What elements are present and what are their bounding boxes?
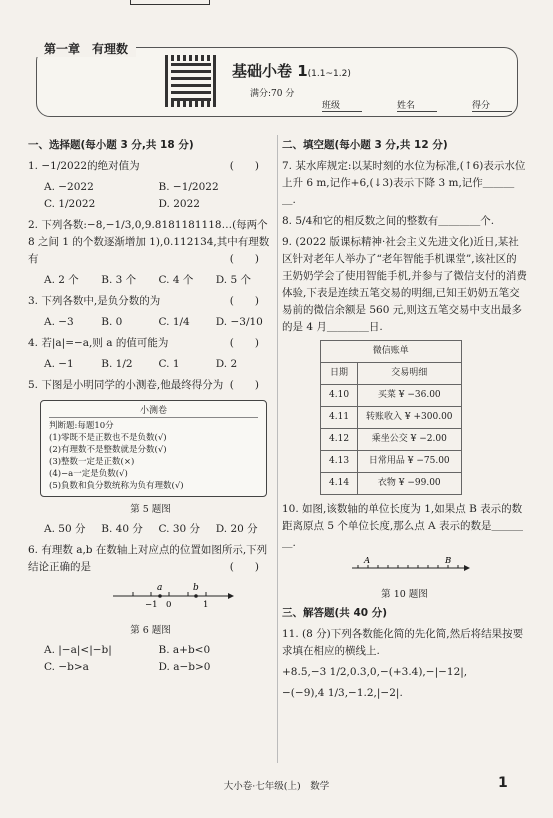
option[interactable]: B. 0 [101, 316, 123, 328]
quiz-line: (2)有理数不是整数就是分数(√) [49, 445, 167, 455]
header-cell: 交易明细 [358, 363, 461, 385]
top-tab [130, 0, 210, 5]
class-field[interactable]: 班级 [322, 98, 362, 112]
option[interactable]: B. −1/2022 [158, 181, 219, 193]
table-row [321, 385, 462, 407]
options-q5 [44, 521, 273, 538]
page-title [232, 60, 351, 81]
axis-label: A [364, 556, 371, 566]
answer-paren[interactable]: ( ) [229, 337, 259, 349]
option[interactable]: C. −b>a [44, 661, 89, 673]
detail-cell: 衣物 ¥ −99.00 [358, 473, 461, 495]
options-q4 [44, 356, 273, 373]
quiz-line: 判断题:每题10分 [49, 421, 114, 431]
point-b [194, 594, 198, 598]
title-text: 基础小卷 1 [232, 62, 308, 80]
table-row [321, 407, 462, 429]
name-field[interactable]: 姓名 [397, 98, 437, 112]
option[interactable]: A. −1 [44, 358, 74, 370]
option[interactable]: C. 1 [158, 358, 180, 370]
date-cell: 4.11 [321, 407, 358, 429]
question-3 [28, 293, 273, 310]
question-stem: 4. 若|a|=−a,则 a 的值可能为 [28, 337, 169, 349]
question-stem: 2. 下列各数:−8,−1/3,0,9.8181181118…(每两个 8 之间 1 的个数逐渐增加 1),0.112134,其中有理数有 [28, 219, 270, 265]
qr-code-icon [165, 55, 217, 107]
quiz-line: (1)零既不是正数也不是负数(√) [49, 433, 167, 443]
question-5 [28, 377, 273, 394]
option[interactable]: B. 1/2 [101, 358, 133, 370]
quiz-line: (5)負数和負分数统称为负有理数(√) [49, 481, 184, 491]
option[interactable]: A. 50 分 [44, 523, 86, 535]
number-list: +8.5,−3 1/2,0.3,0,−(+3.4),−|−12|, [282, 666, 468, 678]
option[interactable]: C. 1/2022 [44, 198, 96, 210]
question-7: 7. 某水库规定:以某时刻的水位为标准,(↑6)表示水位上升 6 m,记作+6,(↓3)表示下降 3 m,记作＿＿＿＿. [282, 160, 526, 206]
number-list: −(−9),4 1/3,−1.2,|−2|. [282, 687, 403, 699]
quiz-line: (3)整数一定是正数(×) [49, 457, 135, 467]
option[interactable]: A. −3 [44, 316, 74, 328]
detail-cell: 买菜 ¥ −36.00 [358, 385, 461, 407]
section-choice: 一、选择题(每小题 3 分,共 18 分) [28, 139, 194, 151]
axis-label: 0 [166, 600, 172, 610]
option[interactable]: A. |−a|<|−b| [44, 644, 112, 656]
axis-label: B [445, 556, 452, 566]
table-header [321, 363, 462, 385]
option[interactable]: B. 3 个 [101, 274, 137, 286]
options-q1 [44, 179, 273, 213]
question-stem: 1. −1/2022的绝对值为 [28, 160, 140, 172]
total-score: 满分:70 分 [250, 89, 295, 99]
quiz-sheet-figure [40, 400, 267, 497]
axis-label: b [193, 583, 199, 593]
question-11: 11. (8 分)下列各数能化简的先化简,然后将结果按要求填在相应的横线上. [282, 628, 524, 657]
section-solve: 三、解答题(共 40 分) [282, 607, 388, 619]
page-number: 1 [498, 775, 508, 791]
table-row [321, 429, 462, 451]
answer-paren[interactable]: ( ) [229, 561, 259, 573]
point-a [158, 594, 162, 598]
chapter-label: 第一章 有理数 [36, 40, 136, 57]
option[interactable]: D. 20 分 [215, 523, 258, 535]
quiz-line: (4)−a一定是负数(√) [49, 469, 128, 479]
date-cell: 4.10 [321, 385, 358, 407]
figure-caption: 第 5 题图 [130, 504, 171, 515]
question-stem: 3. 下列各数中,是负分数的为 [28, 295, 161, 307]
table-row [321, 451, 462, 473]
option[interactable]: D. −3/10 [215, 316, 263, 328]
axis-label: −1 [145, 600, 158, 610]
option[interactable]: A. 2 个 [44, 274, 79, 286]
option[interactable]: D. 2022 [158, 198, 200, 210]
detail-cell: 日常用品 ¥ −75.00 [358, 451, 461, 473]
arrow-icon [464, 565, 470, 571]
options-q6 [44, 642, 273, 676]
option[interactable]: C. 30 分 [158, 523, 201, 535]
table-row [321, 473, 462, 495]
detail-cell: 转账收入 ¥ +300.00 [358, 407, 461, 429]
right-column [282, 137, 527, 706]
question-1 [28, 158, 273, 175]
date-cell: 4.12 [321, 429, 358, 451]
answer-paren[interactable]: ( ) [229, 160, 259, 172]
question-6 [28, 542, 273, 576]
question-stem: 5. 下图是小明同学的小测卷,他最终得分为 [28, 379, 224, 391]
answer-paren[interactable]: ( ) [229, 253, 259, 265]
answer-paren[interactable]: ( ) [229, 295, 259, 307]
header-cell: 日期 [321, 363, 358, 385]
question-stem: 6. 有理数 a,b 在数轴上对应点的位置如图所示,下列结论正确的是 [28, 544, 268, 573]
option[interactable]: D. 2 [215, 358, 238, 370]
answer-paren[interactable]: ( ) [229, 379, 259, 391]
wechat-bill-table [320, 340, 462, 495]
options-q3 [44, 314, 273, 331]
figure-caption: 第 10 题图 [381, 589, 428, 600]
arrow-icon [228, 593, 234, 599]
footer-text: 大小卷·七年级(上) 数学 [223, 781, 330, 792]
question-8: 8. 5/4和它的相反数之间的整数有＿＿＿＿个. [282, 215, 495, 227]
table-title: 微信账单 [321, 341, 462, 363]
question-10: 10. 如图,该数轴的单位长度为 1,如果点 B 表示的数距离原点 5 个单位长度,那么点 A 表示的数是＿＿＿＿. [282, 503, 523, 549]
number-line-figure-q6 [28, 580, 273, 614]
question-2 [28, 217, 273, 268]
axis-label: a [157, 583, 163, 593]
date-cell: 4.14 [321, 473, 358, 495]
option[interactable]: B. 40 分 [101, 523, 143, 535]
detail-cell: 乘坐公交 ¥ −2.00 [358, 429, 461, 451]
column-divider [277, 135, 278, 763]
info-fields [322, 98, 512, 112]
number-line-figure-q10 [282, 556, 527, 578]
quiz-title: 小测卷 [49, 405, 258, 418]
axis-label: 1 [203, 600, 209, 610]
option[interactable]: C. 1/4 [158, 316, 190, 328]
options-q2 [44, 272, 273, 289]
figure-caption: 第 6 题图 [130, 625, 171, 636]
title-range: (1.1~1.2) [307, 69, 351, 79]
option[interactable]: C. 4 个 [158, 274, 194, 286]
option[interactable]: D. a−b>0 [158, 661, 211, 673]
option[interactable]: A. −2022 [44, 181, 94, 193]
left-column [28, 137, 273, 679]
section-fill: 二、填空题(每小题 3 分,共 12 分) [282, 139, 448, 151]
option[interactable]: B. a+b<0 [158, 644, 211, 656]
date-cell: 4.13 [321, 451, 358, 473]
option[interactable]: D. 5 个 [215, 274, 251, 286]
score-field[interactable]: 得分 [472, 98, 512, 112]
question-9: 9. (2022 版课标精神·社会主义先进文化)近日,某社区针对老年人举办了“老年智能手机课堂”,该社区的王奶奶学会了使用智能手机,并参与了微信支付的消费体验,下表是连续五笔交易的明细,已知王奶奶五笔交易前的微信余额是 560 元,则这五笔交易中支出最多的是 4 月＿＿＿＿日. [282, 236, 527, 333]
question-4 [28, 335, 273, 352]
